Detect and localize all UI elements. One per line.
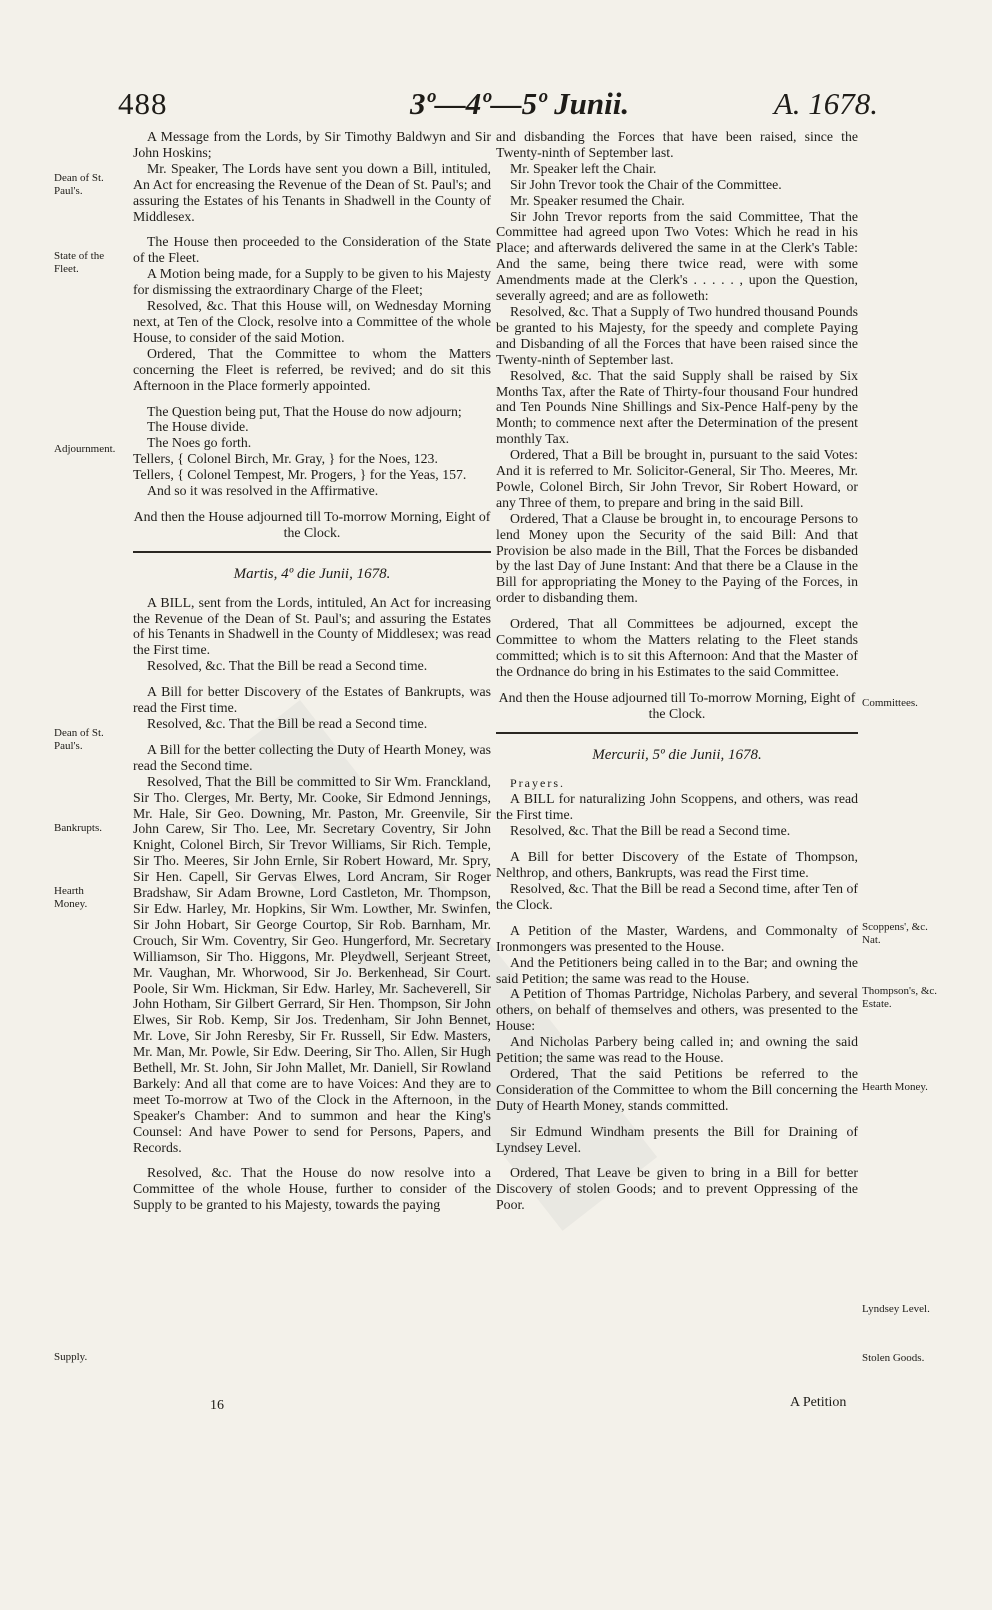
page-number: 488 [118,86,168,121]
paragraph: A Bill for better Discovery of the Estates of Bankrupts, was read the First time. [133,684,491,716]
margin-note: Adjournment. [54,443,116,455]
paragraph: and disbanding the Forces that have been raised, since the Twenty-ninth of September last. [496,129,858,160]
paragraph: Resolved, &c. That the Bill be read a Second time. [510,823,791,839]
committee-list: Resolved, That the Bill be committed to Sir Wm. Franckland, Sir Tho. Clerges, Mr. Berty, Mr. Cooke, Sir Edmond Jennings, Mr. Hale, Sir Geo. Downing, Mr. Paston, Mr. Greenvile, Sir John Carew, Sir Tho. Lee, Mr. Secretary Coventry, Sir John Knight, Colonel Birch, Sir Trevor Williams, Sir Rich. Temple, Sir Tho. Meeres, Sir John Ernle, Sir Robert Howard, Mr. Spry, Sir Hen. Capell, Sir Gervas Elwes, Lord Ancram, Sir Roger Bradshaw, Sir Adam Browne, Lord Castleton, Mr. Thompson, Sir Edw. Harley, Mr. Hopkins, Sir Wm. Lowther, Mr. Swinfen, Sir John Hobart, Sir George Courtop, Sir Rob. Barnham, Mr. Crouch, Sir Wm. Coventry, Sir Geo. Hungerford, Mr. Secretary Williamson, Sir Tho. Higgons, Mr. Pleydwell, Serjeant Street, Mr. Vaughan, Mr. Whorwood, Sir Jo. Berkenhead, Sir Court. Poole, Sir Wm. Hickman, Sir Edw. Harley, Mr. Sacheverell, Sir John Hotham, Sir Gilbert Gerrard, Sir Hen. Thompson, Sir John Elwes, Sir Rob. Kemp, Sir Jos. Tredenham, Sir John Bennet, Mr. Love, Sir John Reresby, Sir Fr. Russell, Sir Edw. Masters, Mr. Man, Mr. Powle, Sir Edw. Deering, Sir Tho. Allen, Sir Hugh Bethell, Mr. St. John, Sir John Mallet, Mr. Daniell, Sir Rowland Barkely: And all that come are to have Voices: And they are to meet To-morrow at Two of the Clock in the Afternoon, in the Speaker's Chamber: And to summon and hear the King's Counsel: And have Power to send for Persons, Papers, and Records. [133,773,491,1155]
margin-note: Thompson's, &c. Estate. [862,985,938,1010]
section-rule [133,551,491,553]
margin-note: Supply. [54,1351,88,1363]
paragraph: Resolved, &c. That the Bill be read a Second time. [147,658,428,674]
paragraph: Mr. Speaker resumed the Chair. [510,192,685,208]
margin-note: Committees. [862,697,918,709]
catchword: A Petition [790,1395,847,1410]
margin-note: Lyndsey Level. [862,1303,930,1315]
tellers-noes: Tellers, { Colonel Birch, Mr. Gray, } for the Noes, 123. [133,451,438,467]
paragraph: Resolved, &c. That the House do now resolve into a Committee of the whole House, further to consider of the Supply to be granted to his Majesty, towards the paying [133,1165,491,1213]
prayers-heading: Prayers. [510,775,565,790]
running-dates: 3º—4º—5º Junii. [410,86,630,121]
paragraph: A Bill for the better collecting the Duty of Hearth Money, was read the Second time. [133,741,491,773]
margin-note: Bankrupts. [54,822,102,834]
paragraph: A Petition of the Master, Wardens, and Commonalty of Ironmongers was presented to the House. [496,922,858,954]
margin-note: Dean of St. Paul's. [54,727,104,752]
margin-note: Stolen Goods. [862,1352,925,1364]
paragraph: A BILL for naturalizing John Scoppens, and others, was read the First time. [496,791,858,823]
paragraph: Ordered, That all Committees be adjourned, except the Committee to whom the Matters relating to the Fleet stands committed; which is to sit this Afternoon: And that the Master of the Ordnance do bring in his Estimates to the said Committee. [496,616,858,679]
paragraph: A Message from the Lords, by Sir Timothy Baldwyn and Sir John Hoskins; [133,129,491,160]
paragraph: The House divide. [147,419,249,435]
paragraph: Resolved, &c. That the said Supply shall be raised by Six Months Tax, after the Rate of Thirty-four thousand Four hundred and Ten Pounds Nine Shillings and Six-Pence Half-peny by the Month; to commence next after the Determination of the present monthly Tax. [496,367,858,447]
page-header [118,86,878,126]
paragraph: And the Petitioners being called in to the Bar; and owning the said Petition; the same was read to the House. [496,954,858,986]
paragraph: The Noes go forth. [147,435,252,451]
signature-mark: 16 [210,1398,224,1413]
paragraph: And so it was resolved in the Affirmative. [147,483,379,499]
paragraph: The House then proceeded to the Consideration of the State of the Fleet. [133,234,491,266]
paragraph: Resolved, &c. That the Bill be read a Second time, after Ten of the Clock. [496,880,858,912]
margin-note: State of the Fleet. [54,250,105,275]
margin-note: Hearth Money. [862,1081,928,1093]
day-heading: Martis, 4º die Junii, 1678. [233,565,391,582]
paragraph: A Bill for better Discovery of the Estate of Thompson, Nelthrop, and others, Bankrupts, was read the First time. [496,849,858,881]
section-rule [496,732,858,734]
day-heading: Mercurii, 5º die Junii, 1678. [592,746,762,763]
paragraph: A BILL, sent from the Lords, intituled, An Act for increasing the Revenue of the Dean of St. Paul's; and assuring the Estates of his Tenants in Shadwell in the County of Middlesex; was read the First time. [133,594,491,658]
running-year: A. 1678. [773,86,878,121]
paragraph: Ordered, That Leave be given to bring in a Bill for better Discovery of stolen Goods; and to prevent Oppressing of the Poor. [496,1165,858,1213]
paragraph: And Nicholas Parbery being called in; and owning the said Petition; the same was read to the House. [496,1034,858,1066]
right-column [496,129,858,1213]
margin-note: Hearth Money. [54,885,88,910]
paragraph: Resolved, &c. That the Bill be read a Second time. [147,716,428,731]
paragraph: Mr. Speaker, The Lords have sent you down a Bill, intituled, An Act for encreasing the Revenue of the Dean of St. Paul's; and assuring the Estates of his Tenants in Shadwell in the County of Middlesex. [133,160,491,224]
paragraph: Ordered, That a Clause be brought in, to encourage Persons to lend Money upon the Security of the said Bill: And that Provision be also made in the Bill, That the Forces be disbanded by the last Day of June Instant: And that there be a Clause in the Bill for appropriating the Money to the Paying of the Forces, in order to disbanding them. [496,510,858,606]
paragraph: Sir John Trevor reports from the said Committee, That the Committee had agreed upon Two Votes: Which he read in his Place; and afterwards delivered the same in at the Clerk's Table: And the same, being there twice read, were with some Amendments made at the Clerk's . . . . . , upon the Question, severally agreed; and are as followeth: [496,208,858,304]
margin-note: Scoppens', &c. Nat. [862,921,928,946]
paragraph: Ordered, That a Bill be brought in, pursuant to the said Votes: And it is referred to Mr. Solicitor-General, Sir Tho. Meeres, Mr. Powle, Colonel Birch, Sir John Trevor, Sir Robert Howard, or any Three of them, to prepare and bring in the said Bill. [496,447,858,510]
paragraph: Ordered, That the Committee to whom the Matters concerning the Fleet is referred, be revived; and do sit this Afternoon in the Place formerly appointed. [133,345,491,393]
paragraph: Ordered, That the said Petitions be referred to the Consideration of the Committee to whom the Bill concerning the Duty of Hearth Money, stands committed. [496,1065,858,1113]
paragraph: A Petition of Thomas Partridge, Nicholas Parbery, and several others, on behalf of themselves and others, was presented to the House: [496,986,858,1034]
paragraph: A Motion being made, for a Supply to be given to his Majesty for dismissing the extraordinary Charge of the Fleet; [133,266,491,298]
paragraph: Sir Edmund Windham presents the Bill for Draining of Lyndsey Level. [496,1123,858,1155]
tellers-yeas: Tellers, { Colonel Tempest, Mr. Progers, } for the Yeas, 157. [133,467,467,483]
paragraph: The Question being put, That the House do now adjourn; [147,403,462,419]
margin-note: Dean of St. Paul's. [54,172,104,197]
left-column [133,129,491,1213]
adjournment-line: And then the House adjourned till To-morrow Morning, Eight of the Clock. [498,689,856,721]
paragraph: Sir John Trevor took the Chair of the Committee. [510,176,782,192]
paragraph: Resolved, &c. That a Supply of Two hundred thousand Pounds be granted to his Majesty, for the speedy and complete Paying and Disbanding of all the Forces that have been raised since the Twenty-ninth of September last. [496,303,858,367]
paragraph: Resolved, &c. That this House will, on Wednesday Morning next, at Ten of the Clock, resolve into a Committee of the whole House, to consider of the said Motion. [133,298,491,345]
paragraph: Mr. Speaker left the Chair. [510,160,657,176]
adjournment-line: And then the House adjourned till To-morrow Morning, Eight of the Clock. [133,508,491,540]
